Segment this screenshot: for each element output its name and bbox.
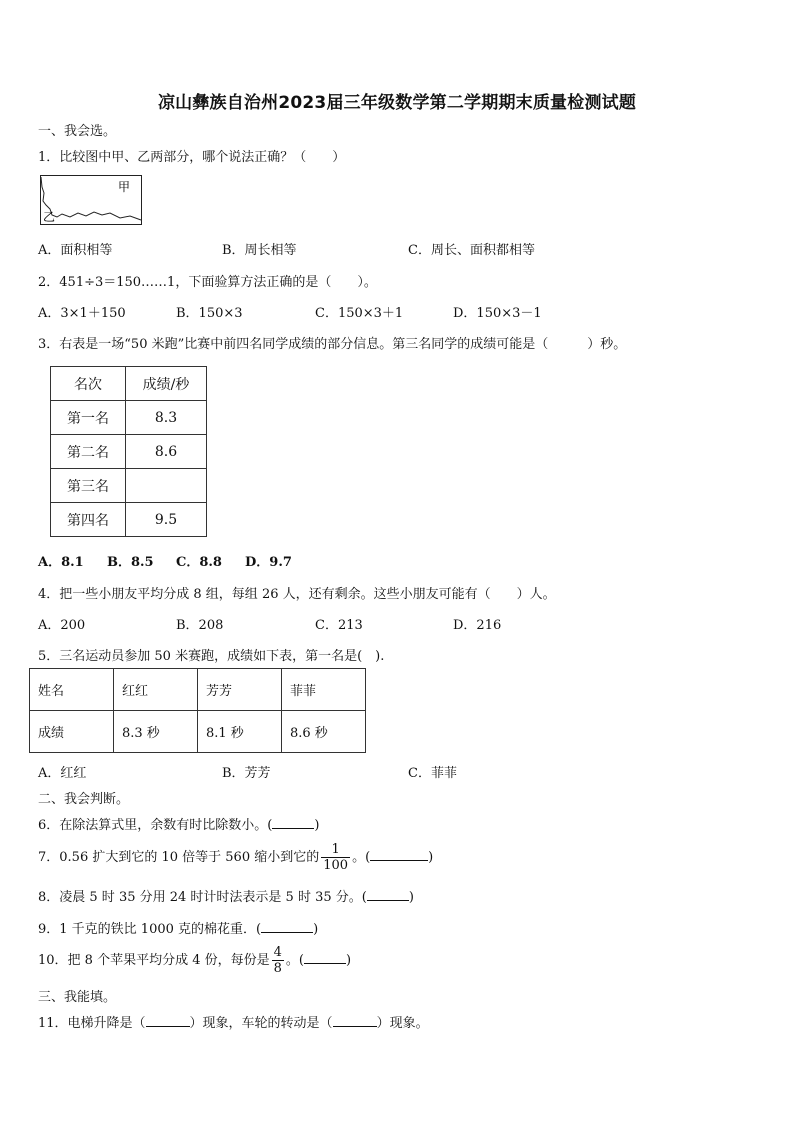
answer-blank[interactable] xyxy=(261,920,313,933)
q7-tail: 。( xyxy=(352,850,371,865)
q10-close: ) xyxy=(345,953,352,968)
section-heading-1: 一、我会选。 xyxy=(38,124,117,139)
q2-option-d: D．150×3－1 xyxy=(453,306,542,321)
q5-option-c: C．菲菲 xyxy=(408,766,457,781)
question-11 xyxy=(38,1012,429,1031)
table-cell: 芳芳 xyxy=(198,669,282,711)
table-cell: 8.6 xyxy=(126,435,207,469)
table-cell: 成绩 xyxy=(30,711,114,753)
q11-part1: 11．电梯升降是（ xyxy=(38,1016,146,1031)
question-8 xyxy=(38,886,414,905)
question-5-stem: 5．三名运动员参加 50 米赛跑，成绩如下表，第一名是( ). xyxy=(38,649,385,664)
answer-blank[interactable] xyxy=(333,1014,377,1027)
q3-option-d: D．9.7 xyxy=(245,555,292,570)
q6-close: ) xyxy=(314,818,320,833)
table-row xyxy=(30,669,366,711)
q1-option-c: C．周长、面积都相等 xyxy=(408,243,535,258)
table-cell: 8.6 秒 xyxy=(282,711,366,753)
fig-label-yi: 乙 xyxy=(43,210,56,224)
table-row xyxy=(51,435,207,469)
answer-blank[interactable] xyxy=(367,888,409,901)
question-1-stem: 1．比较图中甲、乙两部分，哪个说法正确？（ ） xyxy=(38,150,346,165)
q10-fraction xyxy=(272,945,284,976)
q7-close: ) xyxy=(428,850,434,865)
q2-option-c: C．150×3＋1 xyxy=(315,306,404,321)
q2-option-b: B．150×3 xyxy=(176,306,243,321)
answer-blank[interactable] xyxy=(370,848,428,861)
question-3-stem: 3．右表是一场“50 米跑”比赛中前四名同学成绩的部分信息。第三名同学的成绩可能是（ ）秒。 xyxy=(38,337,627,352)
q10-tail: 。( xyxy=(285,953,304,968)
fig-label-jia: 甲 xyxy=(118,180,131,194)
page-title: 凉山彝族自治州2023届三年级数学第二学期期末质量检测试题 xyxy=(157,93,637,113)
q3-table xyxy=(50,366,207,537)
question-2-stem: 2．451÷3＝150……1，下面验算方法正确的是（ ）。 xyxy=(38,275,377,290)
question-6 xyxy=(38,814,319,833)
question-10 xyxy=(38,942,351,980)
fraction-denominator: 100 xyxy=(323,858,349,873)
q1-option-a: A．面积相等 xyxy=(38,243,113,258)
table-row xyxy=(30,711,366,753)
table-cell: 菲菲 xyxy=(282,669,366,711)
q9-close: ) xyxy=(313,922,319,937)
table-cell: 9.5 xyxy=(126,503,207,537)
q5-option-a: A．红红 xyxy=(38,766,87,781)
table-cell: 红红 xyxy=(114,669,198,711)
q11-part3: ）现象。 xyxy=(376,1016,429,1031)
q4-option-b: B．208 xyxy=(176,618,224,633)
section-heading-2: 二、我会判断。 xyxy=(38,792,130,807)
fraction-denominator: 8 xyxy=(273,961,282,976)
q5-option-b: B．芳芳 xyxy=(222,766,271,781)
q9-text: 9．1 千克的铁比 1000 克的棉花重．( xyxy=(38,922,262,937)
answer-blank[interactable] xyxy=(146,1014,190,1027)
fraction-numerator: 1 xyxy=(321,842,350,858)
table-row xyxy=(51,401,207,435)
q1-option-b: B．周长相等 xyxy=(222,243,297,258)
q8-text: 8．凌晨 5 时 35 分用 24 时计时法表示是 5 时 35 分。( xyxy=(38,890,367,905)
q10-text: 10．把 8 个苹果平均分成 4 份，每份是 xyxy=(38,953,270,968)
table-cell: 第三名 xyxy=(51,469,126,503)
q7-text: 7．0.56 扩大到它的 10 倍等于 560 缩小到它的 xyxy=(38,850,320,865)
q3-option-c: C．8.8 xyxy=(176,555,222,570)
q6-text: 6．在除法算式里，余数有时比除数小。( xyxy=(38,818,273,833)
answer-blank[interactable] xyxy=(272,816,314,829)
q7-fraction xyxy=(321,842,350,873)
table-cell: 8.3 xyxy=(126,401,207,435)
q4-option-d: D．216 xyxy=(453,618,502,633)
q8-close: ) xyxy=(408,890,414,905)
q2-option-a: A．3×1＋150 xyxy=(38,306,126,321)
table-cell: 8.1 秒 xyxy=(198,711,282,753)
q4-option-a: A．200 xyxy=(38,618,86,633)
table-header-cell: 名次 xyxy=(51,367,126,401)
answer-blank[interactable] xyxy=(304,951,346,964)
q3-option-b: B．8.5 xyxy=(107,555,154,570)
table-cell: 第二名 xyxy=(51,435,126,469)
table-cell xyxy=(126,469,207,503)
fraction-numerator: 4 xyxy=(273,945,282,960)
table-header-cell: 成绩/秒 xyxy=(126,367,207,401)
q11-part2: ）现象，车轮的转动是（ xyxy=(189,1016,333,1031)
table-cell: 8.3 秒 xyxy=(114,711,198,753)
table-cell: 姓名 xyxy=(30,669,114,711)
question-9 xyxy=(38,918,318,937)
table-cell: 第四名 xyxy=(51,503,126,537)
section-heading-3: 三、我能填。 xyxy=(38,990,117,1005)
table-cell: 第一名 xyxy=(51,401,126,435)
q3-option-a: A．8.1 xyxy=(38,555,84,570)
table-row xyxy=(51,469,207,503)
q5-table xyxy=(29,668,366,753)
question-7 xyxy=(38,840,433,876)
q1-figure xyxy=(40,175,143,226)
question-4-stem: 4．把一些小朋友平均分成 8 组，每组 26 人，还有剩余。这些小朋友可能有（ ）人。 xyxy=(38,587,556,602)
table-row xyxy=(51,503,207,537)
q4-option-c: C．213 xyxy=(315,618,363,633)
table-row xyxy=(51,367,207,401)
